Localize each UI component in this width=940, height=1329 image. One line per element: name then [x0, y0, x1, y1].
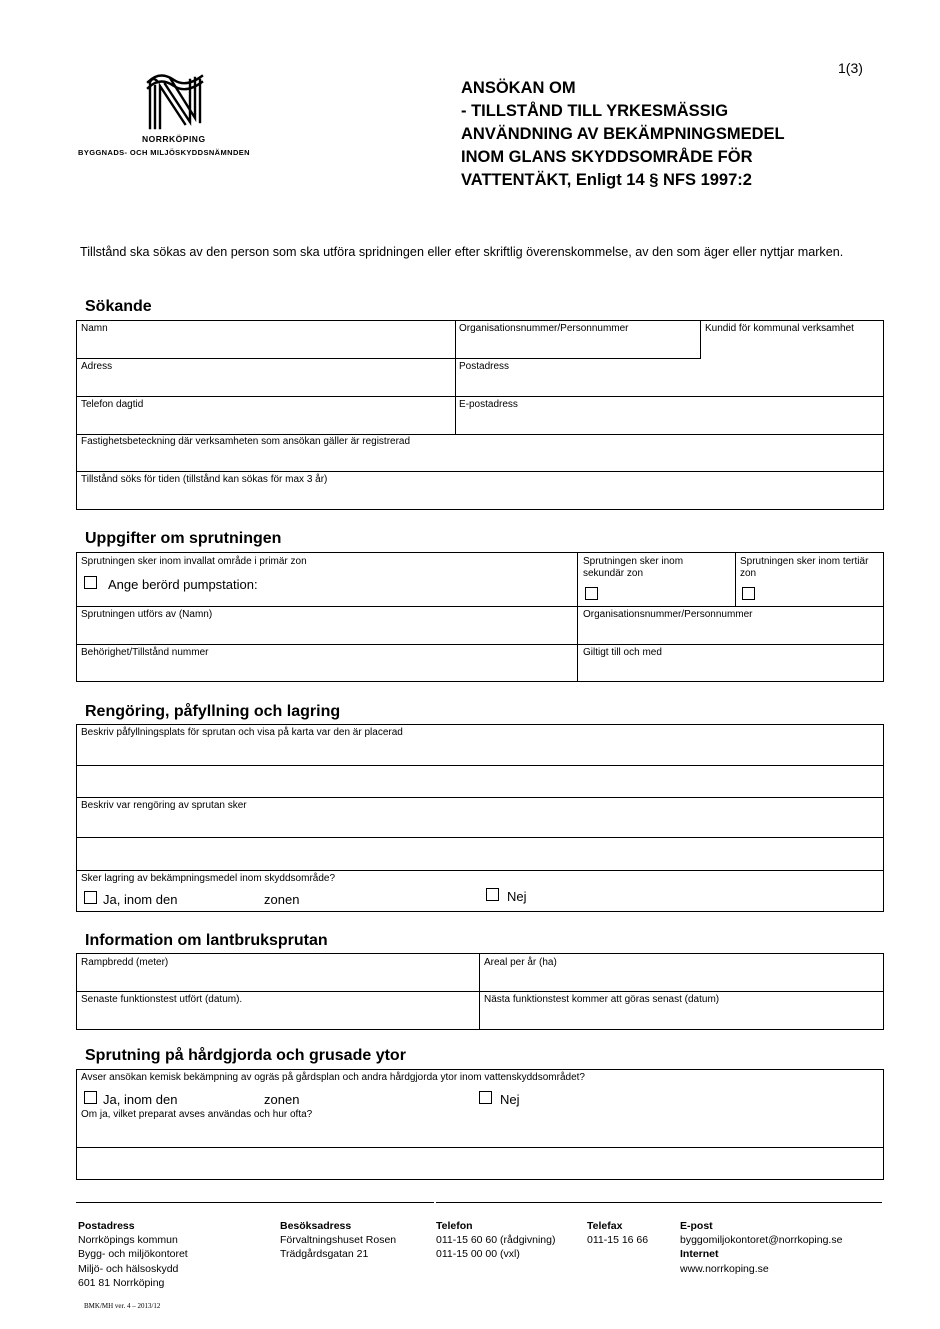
rengoring-form [76, 724, 884, 912]
pafyllning-field[interactable] [77, 725, 883, 765]
rengoring-continuation-field[interactable] [77, 838, 883, 870]
preparat-continuation-field[interactable] [77, 1148, 883, 1179]
kundid-label: Kundid för kommunal verksamhet [705, 323, 854, 334]
page-number: 1(3) [838, 60, 863, 76]
lantbruk-form [76, 953, 884, 1030]
footer-epost [680, 1219, 842, 1276]
pumpstation-label: Ange berörd pumpstation: [108, 577, 258, 592]
hardgjorda-zonen-label: zonen [264, 1092, 300, 1107]
utfors-av-field[interactable] [77, 607, 577, 644]
behorighet-label: Behörighet/Tillstånd nummer [81, 647, 209, 658]
nasta-funktionstest-label: Nästa funktionstest kommer att göras senast (datum) [484, 994, 720, 1005]
norrkoping-logo-icon [140, 72, 210, 132]
postadress-field[interactable] [456, 359, 883, 396]
intro-text: Tillstånd ska sökas av den person som ska utföra spridningen eller efter skriftlig överenskommelse, av den som äger eller nyttjar marken. [80, 245, 844, 259]
section-heading-lantbruk: Information om lantbruksprutan [85, 932, 328, 949]
fastighet-label: Fastighetsbeteckning där verksamheten som ansökan gäller är registrerad [81, 436, 411, 447]
footer-telefon [436, 1219, 555, 1262]
title-line: VATTENTÄKT, Enligt 14 § NFS 1997:2 [461, 171, 752, 189]
footer-besoksadress-line: Förvaltningshuset Rosen [280, 1234, 397, 1247]
namn-field[interactable] [77, 321, 455, 358]
section-heading-sokande: Sökande [85, 298, 152, 315]
sekundar-zon-field [578, 553, 735, 606]
lagring-zonen-label: zonen [264, 892, 300, 907]
lagring-nej-checkbox[interactable] [486, 888, 499, 901]
footer-internet-link[interactable]: www.norrkoping.se [680, 1262, 769, 1275]
senaste-funktionstest-label: Senaste funktionstest utfört (datum). [81, 994, 243, 1005]
tertiar-zon-field [736, 553, 883, 606]
sprutning-orgnr-field[interactable] [578, 607, 883, 644]
footer-internet-heading: Internet [680, 1248, 719, 1261]
tertiar-zon-label: Sprutningen sker inom tertiär zon [740, 556, 869, 579]
primar-zon-label: Sprutningen sker inom invallat område i primär zon [81, 556, 307, 567]
footer-telefax-heading: Telefax [587, 1220, 623, 1232]
sokande-form [76, 320, 884, 510]
behorighet-field[interactable] [77, 645, 577, 681]
footer-postadress-line: Bygg- och miljökontoret [78, 1248, 188, 1261]
sprutning-orgnr-label: Organisationsnummer/Personnummer [583, 609, 753, 620]
rengoring-label: Beskriv var rengöring av sprutan sker [81, 800, 247, 811]
pumpstation-checkbox[interactable] [84, 576, 97, 589]
section-heading-rengoring: Rengöring, påfyllning och lagring [85, 703, 341, 720]
postadress-label: Postadress [459, 361, 510, 372]
footer-besoksadress-line: Trädgårdsgatan 21 [280, 1248, 369, 1261]
hardgjorda-form [76, 1069, 884, 1180]
footer-postadress [78, 1219, 188, 1290]
nasta-funktionstest-field[interactable] [480, 992, 883, 1029]
title-line: ANVÄNDNING AV BEKÄMPNINGSMEDEL [461, 125, 785, 143]
footer-epost-heading: E-post [680, 1220, 713, 1232]
areal-label: Areal per år (ha) [484, 957, 557, 968]
sprutning-form [76, 552, 884, 682]
section-heading-hardgjorda: Sprutning på hårdgjorda och grusade ytor [85, 1047, 406, 1064]
footer-postadress-heading: Postadress [78, 1220, 135, 1232]
footer-divider-left [76, 1202, 434, 1203]
lagring-nej-label: Nej [507, 889, 527, 904]
tertiar-zon-checkbox[interactable] [742, 587, 755, 600]
version-label: BMK/MH ver. 4 – 2013/12 [84, 1302, 161, 1310]
section-heading-sprutning: Uppgifter om sprutningen [85, 530, 282, 547]
footer-telefax-line: 011-15 16 66 [587, 1234, 649, 1247]
title-line: - TILLSTÅND TILL YRKESMÄSSIG [461, 102, 729, 120]
footer-telefon-line: 011-15 00 00 (vxl) [436, 1248, 520, 1261]
lagring-field [77, 871, 883, 911]
namn-label: Namn [81, 323, 108, 334]
rampbredd-label: Rampbredd (meter) [81, 957, 169, 968]
hardgjorda-nej-checkbox[interactable] [479, 1091, 492, 1104]
lagring-ja-label: Ja, inom den [103, 892, 178, 907]
lagring-ja-checkbox[interactable] [84, 891, 97, 904]
lagring-label: Sker lagring av bekämpningsmedel inom skyddsområde? [81, 873, 336, 884]
epost-label: E-postadress [459, 399, 518, 410]
footer-telefon-heading: Telefon [436, 1220, 473, 1232]
footer-besoksadress-heading: Besöksadress [280, 1220, 352, 1232]
senaste-funktionstest-field[interactable] [77, 992, 479, 1029]
footer-telefon-line: 011-15 60 60 (rådgivning) [436, 1234, 556, 1247]
footer-besoksadress [280, 1219, 396, 1262]
preparat-label[interactable]: Om ja, vilket preparat avses användas och hur ofta? [81, 1109, 313, 1120]
footer-postadress-line: Miljö- och hälsoskydd [78, 1262, 179, 1275]
adress-label: Adress [81, 361, 113, 372]
hardgjorda-question-field [77, 1070, 883, 1147]
hardgjorda-question-label: Avser ansökan kemisk bekämpning av ogräs på gårdsplan och andra hårdgjorda ytor inom vattenskyddsområdet? [81, 1072, 585, 1083]
orgnr-label: Organisationsnummer/Personnummer [459, 323, 629, 334]
pafyllning-label: Beskriv påfyllningsplats för sprutan och visa på karta var den är placerad [81, 727, 403, 738]
logo-department: BYGGNADS- OCH MILJÖSKYDDSNÄMNDEN [78, 148, 250, 157]
giltigt-label: Giltigt till och med [583, 647, 662, 658]
hardgjorda-ja-label: Ja, inom den [103, 1092, 178, 1107]
primar-zon-field [77, 553, 577, 606]
logo-name: NORRKÖPING [142, 134, 206, 144]
telefon-label: Telefon dagtid [81, 399, 144, 410]
document-title [461, 77, 785, 192]
epost-field[interactable] [456, 397, 883, 434]
telefon-field[interactable] [77, 397, 455, 434]
sekundar-zon-label: Sprutningen sker inom sekundär zon [583, 556, 684, 579]
pafyllning-continuation-field[interactable] [77, 766, 883, 797]
sekundar-zon-checkbox[interactable] [585, 587, 598, 600]
giltigt-field[interactable] [578, 645, 883, 681]
tid-label: Tillstånd söks för tiden (tillstånd kan sökas för max 3 år) [81, 474, 328, 485]
footer-epost-link[interactable]: byggomiljokontoret@norrkoping.se [680, 1234, 843, 1247]
adress-field[interactable] [77, 359, 455, 396]
norrkoping-logo [78, 72, 283, 162]
footer-postadress-line: 601 81 Norrköping [78, 1276, 165, 1289]
hardgjorda-ja-checkbox[interactable] [84, 1091, 97, 1104]
tid-field[interactable] [77, 472, 883, 509]
title-line: ANSÖKAN OM [461, 79, 576, 97]
footer-postadress-line: Norrköpings kommun [78, 1234, 178, 1247]
rampbredd-field[interactable] [77, 954, 479, 991]
title-line: INOM GLANS SKYDDSOMRÅDE FÖR [461, 148, 753, 166]
hardgjorda-nej-label: Nej [500, 1092, 520, 1107]
fastighet-field[interactable] [77, 435, 883, 471]
rengoring-field[interactable] [77, 798, 883, 837]
areal-field[interactable] [480, 954, 883, 991]
footer-telefax [587, 1219, 648, 1247]
orgnr-field[interactable] [456, 321, 700, 358]
kundid-field[interactable] [701, 321, 883, 358]
utfors-av-label: Sprutningen utförs av (Namn) [81, 609, 213, 620]
footer-divider-right [436, 1202, 882, 1203]
